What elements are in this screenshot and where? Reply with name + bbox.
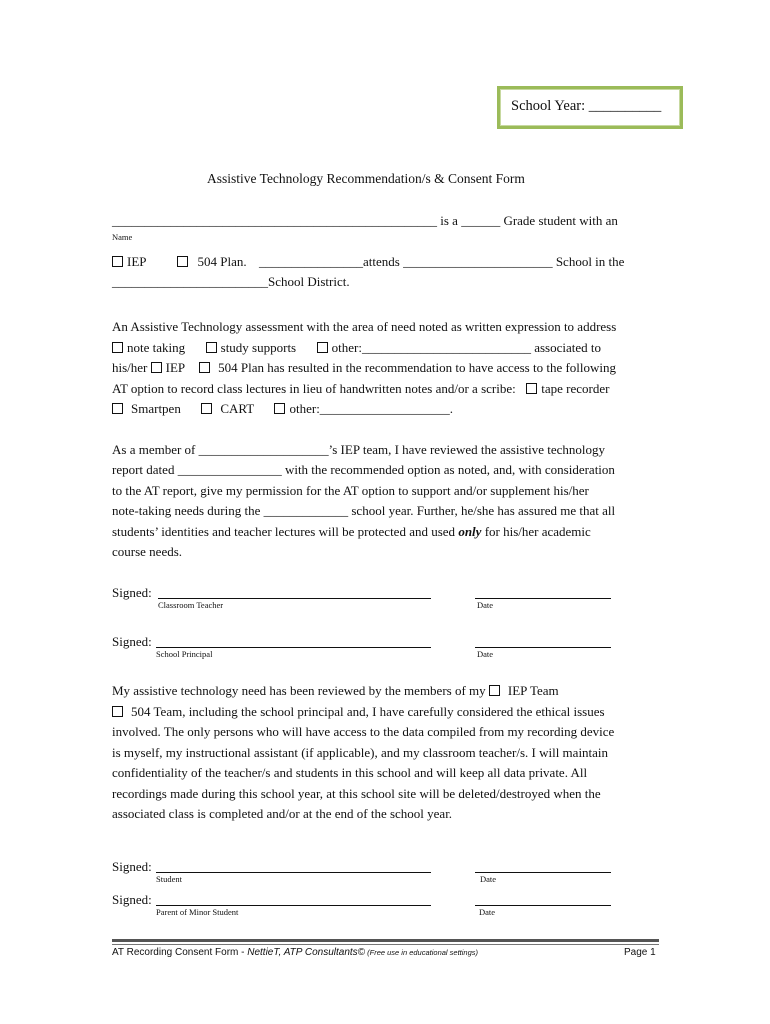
assessment-line-1: An Assistive Technology assessment with the area of need noted as written expression to address — [112, 319, 617, 334]
504-plan-checkbox[interactable] — [177, 256, 188, 267]
parent-caption: Parent of Minor Student — [156, 907, 239, 917]
teacher-date-line[interactable] — [475, 598, 611, 599]
member-line-5a: students’ identities and teacher lectures will be protected and used — [112, 524, 459, 539]
principal-caption: School Principal — [156, 649, 213, 659]
hisher-iep-checkbox[interactable] — [151, 362, 162, 373]
other-option-checkbox[interactable] — [274, 403, 285, 414]
statement-line-1-text: My assistive technology need has been reviewed by the members of my — [112, 683, 486, 698]
smartpen-checkbox[interactable] — [112, 403, 123, 414]
parent-date-caption: Date — [479, 907, 496, 917]
student-signed-label: Signed: — [112, 859, 152, 874]
page-number: Page 1 — [624, 947, 656, 958]
student-caption: Student — [156, 874, 182, 884]
hisher-label: his/her — [112, 360, 148, 375]
student-date-line[interactable] — [475, 872, 611, 873]
statement-line-4: is myself, my instructional assistant (if applicable), and my classroom teacher/s. I will maintain — [112, 745, 609, 760]
study-supports-checkbox[interactable] — [206, 342, 217, 353]
principal-signed-label: Signed: — [112, 634, 152, 649]
attends-school-line[interactable]: ________________attends _______________________ School in the — [259, 254, 625, 269]
iep-checkbox[interactable] — [112, 256, 123, 267]
smartpen-label: Smartpen — [131, 401, 181, 416]
principal-date-caption: Date — [477, 649, 494, 659]
footer-note: (Free use in educational settings) — [365, 948, 479, 957]
iep-label: IEP — [127, 254, 147, 269]
principal-signature-line[interactable] — [156, 647, 431, 648]
hisher-iep-label: IEP — [165, 360, 185, 375]
hisher-504-label: 504 Plan has resulted in the recommendation to have access to the following — [218, 360, 617, 375]
member-line-6: course needs. — [112, 544, 183, 559]
form-title: Assistive Technology Recommendation/s & Consent Form — [207, 171, 525, 186]
assessment-line-2 — [112, 340, 601, 356]
name-caption: Name — [112, 232, 133, 242]
school-year-field[interactable]: School Year: __________ — [511, 98, 662, 114]
other-need-checkbox[interactable] — [317, 342, 328, 353]
school-year-box — [497, 86, 683, 129]
hisher-504-checkbox[interactable] — [199, 362, 210, 373]
504-team-checkbox[interactable] — [112, 706, 123, 717]
teacher-date-caption: Date — [477, 600, 494, 610]
school-district-line[interactable]: ________________________School District. — [112, 274, 350, 289]
cart-label: CART — [220, 401, 254, 416]
iep-team-checkbox[interactable] — [489, 685, 500, 696]
tape-recorder-checkbox[interactable] — [526, 383, 537, 394]
iep-team-label: IEP Team — [507, 683, 559, 698]
tape-recorder-label: tape recorder — [541, 381, 610, 396]
teacher-signed-label: Signed: — [112, 585, 152, 600]
only-emphasis: only — [458, 524, 482, 539]
member-line-5b: for his/her academic — [481, 524, 591, 539]
teacher-caption: Classroom Teacher — [158, 600, 224, 610]
member-line-1: As a member of ____________________’s IEP team, I have reviewed the assistive technology — [112, 442, 606, 457]
other-option-field[interactable]: other:____________________. — [289, 401, 454, 416]
teacher-signature-line[interactable] — [158, 598, 431, 599]
statement-line-2 — [112, 704, 605, 720]
cart-checkbox[interactable] — [201, 403, 212, 414]
504-plan-label: 504 Plan. — [197, 254, 247, 269]
assessment-line-5 — [112, 401, 453, 417]
note-taking-label: note taking — [127, 340, 186, 355]
statement-line-2-text: 504 Team, including the school principal and, I have carefully considered the ethical issues — [131, 704, 605, 719]
study-supports-label: study supports — [220, 340, 297, 355]
student-date-caption: Date — [480, 874, 497, 884]
statement-line-5: confidentiality of the teacher/s and students in this school and will keep all data private. All — [112, 765, 588, 780]
statement-line-7: associated class is completed and/or at the end of the school year. — [112, 806, 453, 821]
parent-signed-label: Signed: — [112, 892, 152, 907]
footer-text — [112, 947, 478, 958]
at-option-text: AT option to record class lectures in lieu of handwritten notes and/or a scribe: — [112, 381, 516, 396]
principal-date-line[interactable] — [475, 647, 611, 648]
member-line-4: note-taking needs during the _____________ school year. Further, he/she has assured me that all — [112, 503, 616, 518]
parent-signature-line[interactable] — [156, 905, 431, 906]
statement-line-1 — [112, 683, 559, 699]
student-grade-line[interactable]: __________________________________________________ is a ______ Grade student with an — [112, 213, 618, 228]
footer-author: NettieT, ATP Consultants© — [247, 947, 366, 958]
assessment-line-4 — [112, 381, 609, 397]
other-need-field[interactable]: other:__________________________ associated to — [331, 340, 601, 355]
footer-rule-thin — [112, 944, 659, 945]
parent-date-line[interactable] — [475, 905, 611, 906]
statement-line-3: involved. The only persons who will have access to the data compiled from my recording device — [112, 724, 615, 739]
footer-rule-thick — [112, 939, 659, 942]
statement-line-6: recordings made during this school year, at this school site will be deleted/destroyed when the — [112, 786, 601, 801]
footer-form-name: AT Recording Consent Form - — [112, 947, 248, 958]
plan-type-line — [112, 254, 247, 270]
note-taking-checkbox[interactable] — [112, 342, 123, 353]
member-line-2: report dated ________________ with the recommended option as noted, and, with consideration — [112, 462, 615, 477]
member-line-5 — [112, 524, 591, 540]
member-line-3: to the AT report, give my permission for the AT option to support and/or supplement his/her — [112, 483, 589, 498]
assessment-line-3 — [112, 360, 616, 376]
student-signature-line[interactable] — [156, 872, 431, 873]
